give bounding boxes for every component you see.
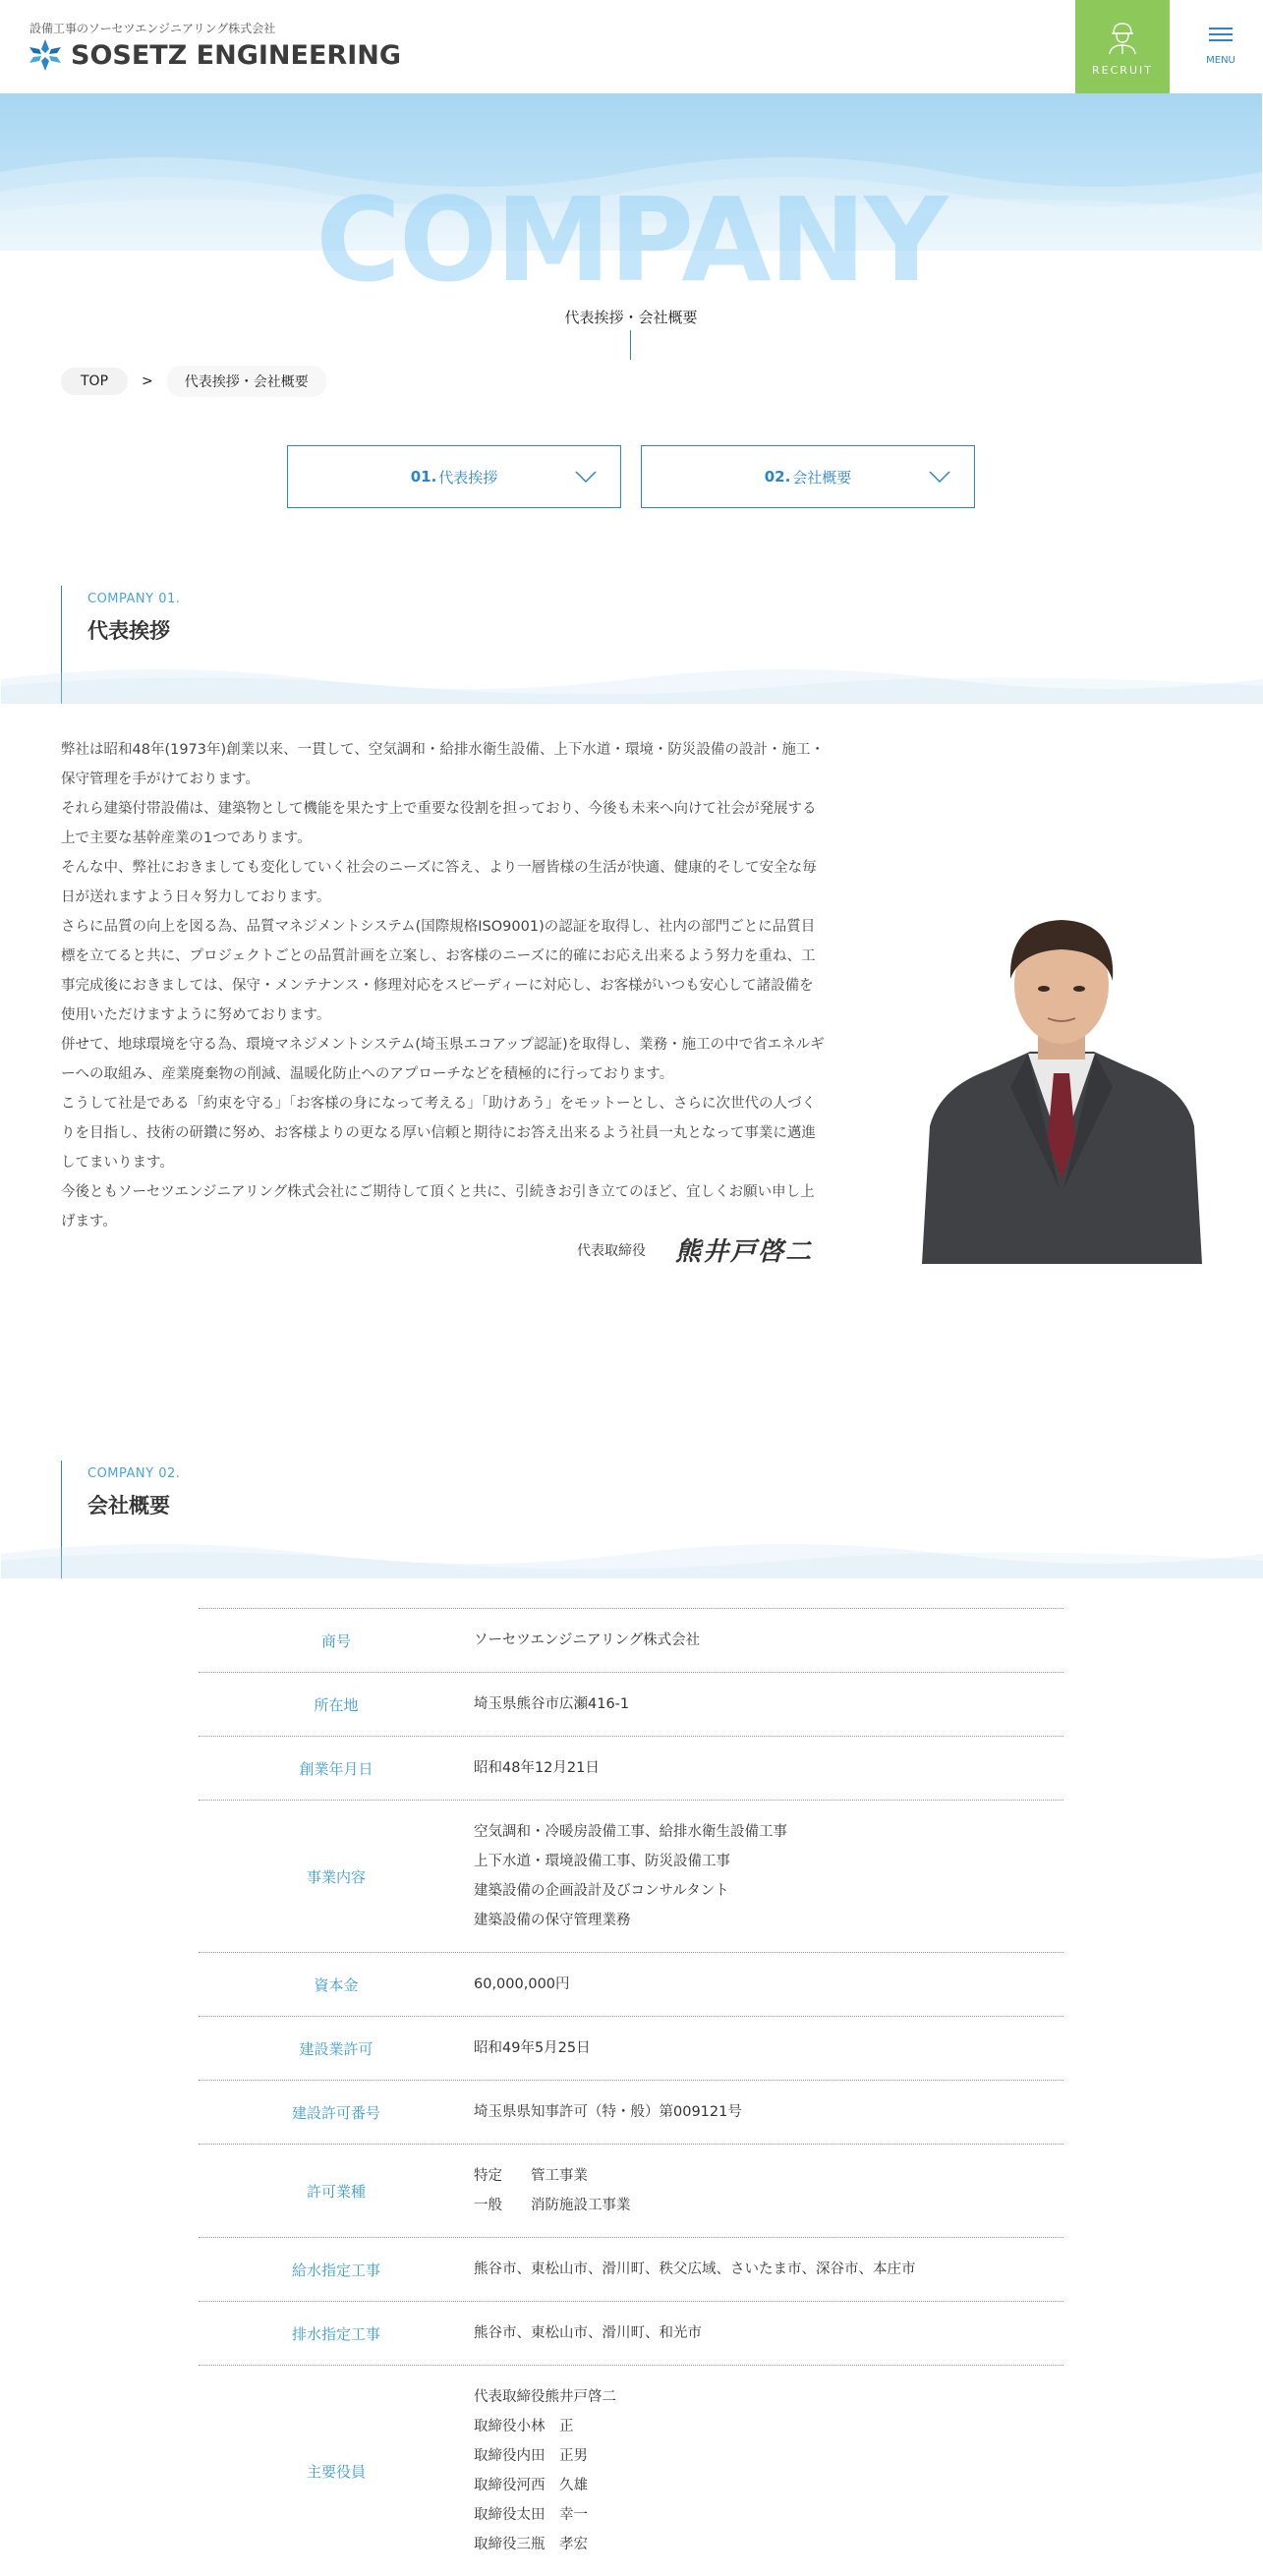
president-portrait [922, 894, 1202, 1264]
menu-button[interactable] [1179, 0, 1262, 93]
table-row [199, 1800, 1063, 1952]
breadcrumb [61, 366, 326, 397]
section-eyebrow: COMPANY 02. [87, 1466, 181, 1481]
section-title: 代表挨拶 [87, 619, 170, 643]
row-value [474, 2366, 1063, 2576]
row-value: 空気調和・冷暖房設備工事、給排水衛生設備工事 上下水道・環境設備工事、防災設備工事 建築設備の企画設計及びコンサルタント 建築設備の保守管理業務 [474, 1824, 787, 1928]
anchor-company-button[interactable] [641, 445, 975, 508]
table-row [199, 2016, 1063, 2080]
hero-title: COMPANY [316, 172, 947, 308]
hamburger-icon [1209, 28, 1233, 41]
row-value: 昭和49年5月25日 [474, 2040, 591, 2056]
row-label: 事業内容 [306, 1867, 366, 1886]
company-info-table [199, 1608, 1063, 2576]
row-value: 特定 管工事業 一般 消防施設工事業 [474, 2168, 631, 2213]
table-row [199, 2237, 1063, 2301]
greeting-paragraph: こうして社是である「約束を守る」「お客様の身になって考える」「助けあう」をモットーとし、さらに次世代の人づくりを目指し、技術の研鑽に努め、お客様よりの更なる厚い信頼と期待にお答え出来るよう社員一丸となって事業に邁進してまいります。 [61, 1096, 817, 1171]
row-value: 60,000,000円 [474, 1976, 570, 1992]
signature-name: 熊井戸啓二 [675, 1237, 814, 1267]
table-row [199, 2144, 1063, 2237]
table-row [199, 1736, 1063, 1800]
header-tagline: 設備工事のソーセツエンジニアリング株式会社 [29, 22, 276, 35]
section-title: 会社概要 [87, 1494, 170, 1517]
wave-decoration-icon [1, 1529, 1263, 1578]
row-label: 商号 [320, 1631, 351, 1650]
table-row [199, 1672, 1063, 1736]
row-value: 昭和48年12月21日 [474, 1760, 600, 1776]
site-logo[interactable] [28, 37, 401, 73]
officer-entry: 取締役太田 幸一 [474, 2507, 588, 2523]
company-section-heading [61, 1460, 1262, 1578]
greeting-paragraph: そんな中、弊社におきましても変化していく社会のニーズに答え、より一層皆様の生活が快適、健康的そして安全な毎日が送れますよう日々努力しております。 [61, 860, 817, 905]
greeting-paragraph: 併せて、地球環境を守る為、環境マネジメントシステム(埼玉県エコアップ認証)を取得し、業務・施工の中で省エネルギーへの取組み、産業廃棄物の削減、温暖化防止へのアプローチなどを積極的に行っております。 [61, 1037, 825, 1082]
wave-decoration-icon [1, 655, 1263, 704]
officer-entry: 取締役三瓶 孝宏 [474, 2537, 588, 2552]
greeting-paragraph: 今後ともソーセツエンジニアリング株式会社にご期待して頂くと共に、引続きお引き立てのほど、宜しくお願い申し上げます。 [61, 1184, 815, 1230]
row-label: 給水指定工事 [291, 2261, 380, 2279]
officer-entry: 取締役河西 久雄 [474, 2478, 588, 2493]
section-eyebrow: COMPANY 01. [87, 592, 181, 606]
row-label: 許可業種 [306, 2182, 366, 2201]
recruit-button[interactable] [1075, 0, 1170, 93]
row-label: 建設業許可 [299, 2039, 373, 2058]
row-value: ソーセツエンジニアリング株式会社 [474, 1632, 701, 1648]
title-divider [630, 330, 631, 360]
row-value: 熊谷市、東松山市、滑川町、秩父広域、さいたま市、深谷市、本庄市 [474, 2261, 916, 2277]
row-label: 創業年月日 [299, 1759, 373, 1778]
anchor-number: 01. [410, 468, 437, 486]
row-value: 熊谷市、東松山市、滑川町、和光市 [474, 2325, 702, 2341]
row-label: 所在地 [314, 1695, 359, 1714]
anchor-number: 02. [764, 468, 791, 486]
table-row [199, 1608, 1063, 1672]
breadcrumb-top-link[interactable]: TOP [61, 368, 128, 395]
sosetz-logo-icon [28, 37, 63, 73]
anchor-label: 会社概要 [792, 468, 852, 487]
recruit-label: RECRUIT [1092, 64, 1153, 77]
breadcrumb-current: 代表挨拶・会社概要 [167, 366, 326, 397]
officer-entry: 取締役内田 正男 [474, 2448, 588, 2464]
anchor-greeting-button[interactable] [287, 445, 621, 508]
site-header [0, 0, 1262, 93]
officer-entry: 取締役小林 正 [474, 2419, 574, 2434]
greeting-paragraph: 弊社は昭和48年(1973年)創業以来、一貫して、空気調和・給排水衛生設備、上下水道・環境・防災設備の設計・施工・保守管理を手がけております。 [61, 742, 825, 787]
row-label: 排水指定工事 [291, 2324, 380, 2343]
row-label: 主要役員 [306, 2462, 366, 2481]
signature-title: 代表取締役 [577, 1242, 646, 1259]
logo-text: SOSETZ ENGINEERING [71, 39, 402, 71]
menu-label: MENU [1206, 55, 1235, 66]
officer-entry: 代表取締役熊井戸啓二 [474, 2389, 616, 2405]
greeting-message [61, 735, 828, 1236]
table-row [199, 2301, 1063, 2365]
row-value: 埼玉県熊谷市広瀬416-1 [474, 1696, 630, 1712]
page-title: 代表挨拶・会社概要 [564, 309, 698, 326]
greeting-section-heading [61, 586, 1262, 704]
row-label: 建設許可番号 [291, 2103, 380, 2122]
greeting-paragraph: それら建築付帯設備は、建築物として機能を果たす上で重要な役割を担っており、今後も未来へ向けて社会が発展する上で主要な基幹産業の1つであります。 [61, 801, 817, 846]
anchor-label: 代表挨拶 [438, 468, 498, 487]
table-row [199, 2365, 1063, 2576]
row-value: 埼玉県県知事許可（特・般）第009121号 [474, 2104, 742, 2120]
chevron-down-icon [575, 470, 597, 484]
breadcrumb-separator: > [142, 373, 153, 389]
table-row [199, 1952, 1063, 2016]
greeting-paragraph: さらに品質の向上を図る為、品質マネジメントシステム(国際規格ISO9001)の認証を取得し、社内の部門ごとに品質目標を立てると共に、プロジェクトごとの品質計画を立案し、お客様のニーズに的確にお応え出来るよう努力を重ね、工事完成後におきましては、保守・メンテナンス・修理対応をスピーディーに対応し、お客様がいつも安心して諸設備を使用いただけますように努めております。 [61, 919, 816, 1023]
row-label: 資本金 [314, 1975, 359, 1994]
table-row [199, 2080, 1063, 2144]
chevron-down-icon [929, 470, 950, 484]
signature [577, 1231, 813, 1268]
worker-helmet-icon [1103, 17, 1142, 56]
